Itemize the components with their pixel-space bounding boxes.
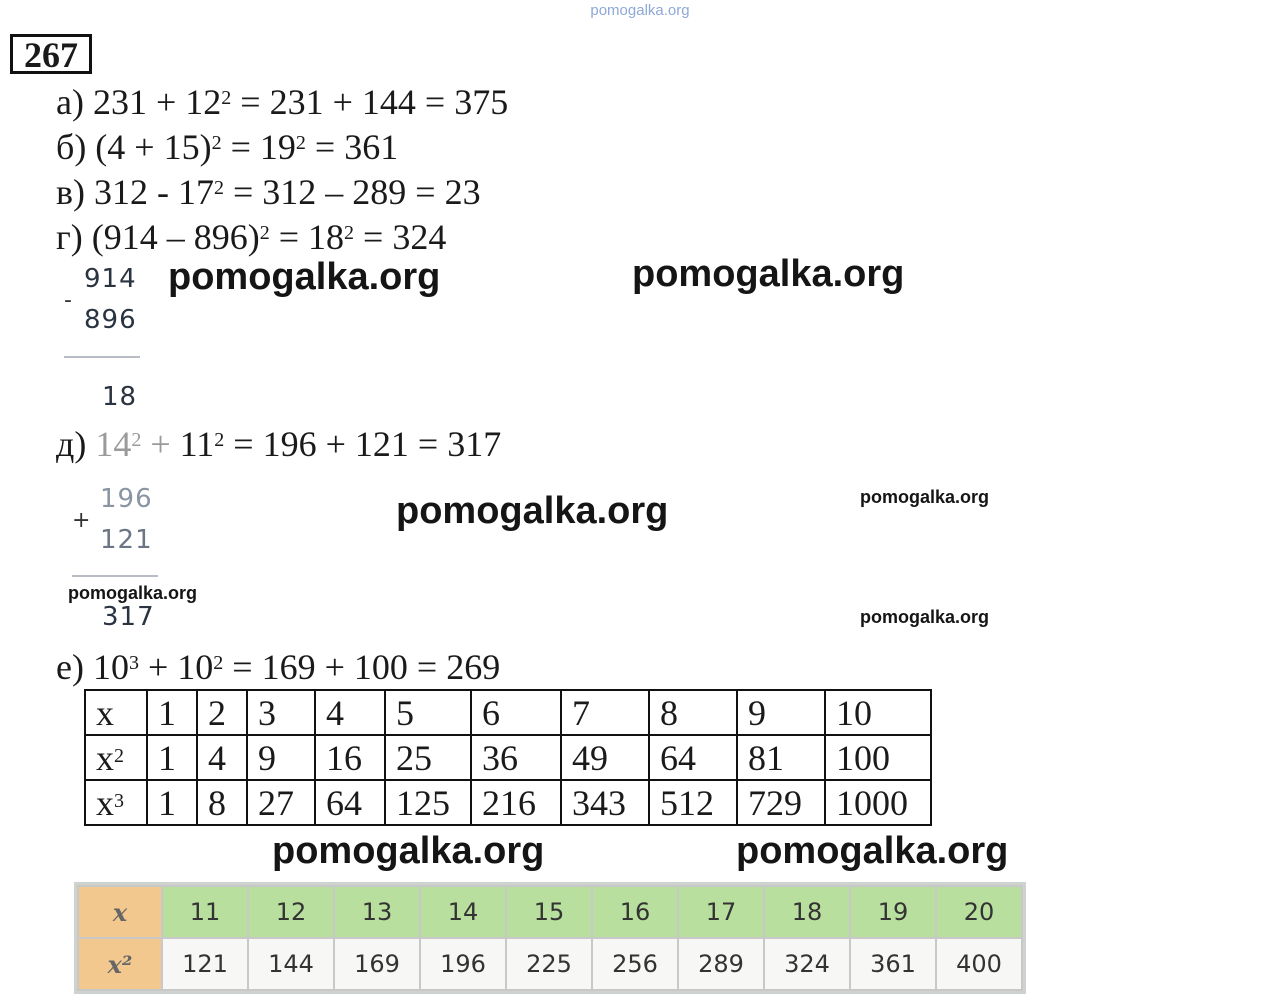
table-cell-x: 13 [334, 886, 420, 938]
watermark: pomogalka.org [68, 583, 198, 603]
table-cell-x-squared: 289 [678, 938, 764, 990]
table-cell: 8 [197, 780, 247, 825]
table-cell: 64 [649, 735, 737, 780]
equation-d: д) $14^2 + 11^2 = 196 + 121 = 317$ [56, 424, 502, 464]
table-cell: 5 [385, 690, 471, 735]
table-cell-x-squared: 121 [162, 938, 248, 990]
table-cell: 25 [385, 735, 471, 780]
table-cell-x: 17 [678, 886, 764, 938]
table-cell-x-squared: 324 [764, 938, 850, 990]
table-cell: 1 [147, 735, 197, 780]
watermark: pomogalka.org [272, 830, 545, 872]
equation-g: г) $(914 - 896)^2 = 18^2 = 324$ [56, 217, 447, 257]
watermark: pomogalka.org [736, 830, 1009, 872]
table-cell: 4 [315, 690, 385, 735]
table-cell: 10 [825, 690, 931, 735]
addition-sign: + [72, 508, 91, 533]
table-cell: 81 [737, 735, 825, 780]
table-cell: 343 [561, 780, 649, 825]
table-cell-x-squared: 361 [850, 938, 936, 990]
table-cell: 9 [247, 735, 315, 780]
table-cell: 100 [825, 735, 931, 780]
table-row [85, 735, 931, 780]
watermark: pomogalka.org [860, 607, 990, 627]
table-cell: 36 [471, 735, 561, 780]
sub-minuend: 914 [84, 264, 137, 294]
equation-a: а) $231 + 12^2 = 231 + 144 = 375$ [56, 82, 509, 122]
watermark: pomogalka.org [396, 490, 669, 532]
sub-subtrahend: 896 [84, 305, 137, 335]
equation-e: е) $10^3 + 10^2 = 169 + 100 = 269$ [56, 647, 501, 687]
watermark: pomogalka.org [168, 256, 441, 298]
squares-table [77, 885, 1023, 991]
table-cell-x-squared: 144 [248, 938, 334, 990]
table-cell-x: 18 [764, 886, 850, 938]
table-cell: 64 [315, 780, 385, 825]
table-cell: 49 [561, 735, 649, 780]
table-cell: 7 [561, 690, 649, 735]
add-result: 317 [102, 602, 155, 632]
row-label: $x^2$ [85, 735, 147, 780]
table-cell: 216 [471, 780, 561, 825]
watermark: pomogalka.org [632, 253, 905, 295]
table-cell-x: 20 [936, 886, 1022, 938]
table-cell: 1 [147, 690, 197, 735]
row-label: $x^3$ [85, 780, 147, 825]
table-cell: 6 [471, 690, 561, 735]
table-cell: 125 [385, 780, 471, 825]
task-number: 267 [10, 34, 92, 74]
subtraction-sign: - [64, 288, 72, 313]
table-cell: 8 [649, 690, 737, 735]
table-cell: 4 [197, 735, 247, 780]
table-row [85, 780, 931, 825]
table-header-x-squared: x² [78, 938, 162, 990]
table-cell: 1 [147, 780, 197, 825]
table-cell-x-squared: 400 [936, 938, 1022, 990]
table-cell: 512 [649, 780, 737, 825]
table-cell: 27 [247, 780, 315, 825]
equation-v: в) $312 - 17^2 = 312 - 289 = 23$ [56, 172, 481, 212]
table-cell-x: 12 [248, 886, 334, 938]
table-cell: 16 [315, 735, 385, 780]
sub-divider [64, 356, 140, 358]
table-cell-x-squared: 225 [506, 938, 592, 990]
table-cell: 1000 [825, 780, 931, 825]
table-cell: 3 [247, 690, 315, 735]
table-cell-x: 19 [850, 886, 936, 938]
table-cell: 2 [197, 690, 247, 735]
powers-table [84, 689, 932, 826]
table-cell: 9 [737, 690, 825, 735]
add-term-2: 121 [100, 525, 153, 555]
table-row [85, 690, 931, 735]
add-divider [72, 575, 158, 577]
table-cell-x: 11 [162, 886, 248, 938]
table-header-x: x [78, 886, 162, 938]
add-term-1: 196 [100, 484, 153, 514]
table-cell-x: 15 [506, 886, 592, 938]
table-cell: 729 [737, 780, 825, 825]
sub-result: 18 [102, 382, 138, 412]
table-cell-x: 16 [592, 886, 678, 938]
table-cell-x-squared: 256 [592, 938, 678, 990]
row-label: x [85, 690, 147, 735]
table-cell-x: 14 [420, 886, 506, 938]
table-cell-x-squared: 169 [334, 938, 420, 990]
equation-b: б) $(4 + 15)^2 = 19^2 = 361$ [56, 127, 399, 167]
table-cell-x-squared: 196 [420, 938, 506, 990]
top-watermark: pomogalka.org [590, 2, 690, 19]
watermark: pomogalka.org [860, 487, 990, 507]
